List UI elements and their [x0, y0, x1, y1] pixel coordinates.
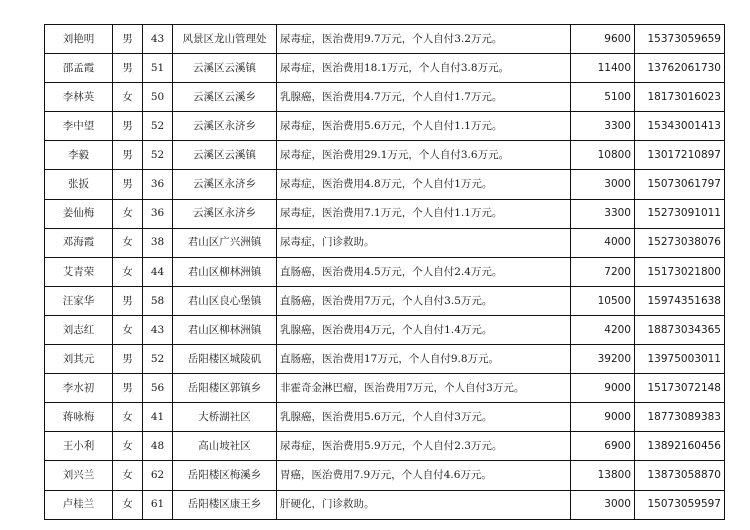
name-cell: 卢桂兰 — [45, 490, 113, 519]
table-row — [45, 83, 725, 112]
address-cell: 云溪区永济乡 — [173, 199, 277, 228]
table-row — [45, 228, 725, 257]
age-cell: 38 — [143, 228, 173, 257]
phone-cell: 18173016023 — [635, 83, 725, 112]
address-cell: 岳阳楼区郭镇乡 — [173, 374, 277, 403]
sex-cell: 男 — [113, 345, 143, 374]
name-cell: 张扳 — [45, 170, 113, 199]
phone-cell: 15273038076 — [635, 228, 725, 257]
address-cell: 高山坡社区 — [173, 432, 277, 461]
name-cell: 刘其元 — [45, 345, 113, 374]
phone-cell: 13762061730 — [635, 54, 725, 83]
address-cell: 岳阳楼区梅溪乡 — [173, 461, 277, 490]
address-cell: 岳阳楼区城陵矶 — [173, 345, 277, 374]
amount-cell: 6900 — [571, 432, 635, 461]
name-cell: 李中望 — [45, 112, 113, 141]
name-cell: 刘志红 — [45, 315, 113, 344]
sex-cell: 女 — [113, 315, 143, 344]
age-cell: 48 — [143, 432, 173, 461]
table-row — [45, 25, 725, 54]
name-cell: 李林英 — [45, 83, 113, 112]
table-row — [45, 374, 725, 403]
amount-cell: 11400 — [571, 54, 635, 83]
name-cell: 艾青荣 — [45, 257, 113, 286]
amount-cell: 3300 — [571, 199, 635, 228]
amount-cell: 4200 — [571, 315, 635, 344]
condition-description-cell: 尿毒症，医治费用5.9万元，个人自付2.3万元。 — [277, 432, 571, 461]
phone-cell: 15173072148 — [635, 374, 725, 403]
address-cell: 云溪区云溪镇 — [173, 54, 277, 83]
phone-cell: 15273091011 — [635, 199, 725, 228]
table-row — [45, 141, 725, 170]
table-row — [45, 54, 725, 83]
sex-cell: 女 — [113, 403, 143, 432]
age-cell: 56 — [143, 374, 173, 403]
phone-cell: 15974351638 — [635, 286, 725, 315]
age-cell: 51 — [143, 54, 173, 83]
table-row — [45, 199, 725, 228]
table-row — [45, 432, 725, 461]
sex-cell: 女 — [113, 199, 143, 228]
condition-description-cell: 尿毒症，医治费用4.8万元，个人自付1万元。 — [277, 170, 571, 199]
sex-cell: 男 — [113, 286, 143, 315]
amount-cell: 13800 — [571, 461, 635, 490]
sex-cell: 男 — [113, 112, 143, 141]
condition-description-cell: 尿毒症，医治费用29.1万元，个人自付3.6万元。 — [277, 141, 571, 170]
amount-cell: 9000 — [571, 403, 635, 432]
amount-cell: 9000 — [571, 374, 635, 403]
table-row — [45, 112, 725, 141]
sex-cell: 男 — [113, 170, 143, 199]
condition-description-cell: 尿毒症，医治费用7.1万元，个人自付1.1万元。 — [277, 199, 571, 228]
name-cell: 邵孟霞 — [45, 54, 113, 83]
age-cell: 50 — [143, 83, 173, 112]
phone-cell: 15073061797 — [635, 170, 725, 199]
age-cell: 52 — [143, 141, 173, 170]
name-cell: 李毅 — [45, 141, 113, 170]
table-row — [45, 170, 725, 199]
age-cell: 58 — [143, 286, 173, 315]
phone-cell: 15373059659 — [635, 25, 725, 54]
age-cell: 41 — [143, 403, 173, 432]
age-cell: 43 — [143, 25, 173, 54]
condition-description-cell: 肝硬化，门诊救助。 — [277, 490, 571, 519]
age-cell: 44 — [143, 257, 173, 286]
condition-description-cell: 尿毒症，门诊救助。 — [277, 228, 571, 257]
phone-cell: 13017210897 — [635, 141, 725, 170]
name-cell: 邓海霞 — [45, 228, 113, 257]
phone-cell: 15173021800 — [635, 257, 725, 286]
name-cell: 王小利 — [45, 432, 113, 461]
phone-cell: 13975003011 — [635, 345, 725, 374]
table-row — [45, 315, 725, 344]
address-cell: 风景区龙山管理处 — [173, 25, 277, 54]
phone-cell: 13892160456 — [635, 432, 725, 461]
address-cell: 大桥湖社区 — [173, 403, 277, 432]
table-row — [45, 461, 725, 490]
condition-description-cell: 非霍奇金淋巴瘤，医治费用7万元，个人自付3万元。 — [277, 374, 571, 403]
sex-cell: 男 — [113, 374, 143, 403]
table-row — [45, 286, 725, 315]
table-row — [45, 490, 725, 519]
sex-cell: 男 — [113, 141, 143, 170]
age-cell: 52 — [143, 112, 173, 141]
name-cell: 刘兴兰 — [45, 461, 113, 490]
condition-description-cell: 直肠癌，医治费用4.5万元，个人自付2.4万元。 — [277, 257, 571, 286]
age-cell: 62 — [143, 461, 173, 490]
sex-cell: 男 — [113, 54, 143, 83]
table-row — [45, 345, 725, 374]
age-cell: 61 — [143, 490, 173, 519]
table-row — [45, 257, 725, 286]
condition-description-cell: 尿毒症，医治费用5.6万元，个人自付1.1万元。 — [277, 112, 571, 141]
sex-cell: 女 — [113, 461, 143, 490]
amount-cell: 3000 — [571, 170, 635, 199]
phone-cell: 15343001413 — [635, 112, 725, 141]
sex-cell: 女 — [113, 228, 143, 257]
address-cell: 云溪区云溪镇 — [173, 141, 277, 170]
sex-cell: 男 — [113, 25, 143, 54]
phone-cell: 18773089383 — [635, 403, 725, 432]
phone-cell: 18873034365 — [635, 315, 725, 344]
name-cell: 刘艳明 — [45, 25, 113, 54]
address-cell: 岳阳楼区康王乡 — [173, 490, 277, 519]
sex-cell: 女 — [113, 432, 143, 461]
amount-cell: 10500 — [571, 286, 635, 315]
condition-description-cell: 直肠癌，医治费用7万元，个人自付3.5万元。 — [277, 286, 571, 315]
age-cell: 43 — [143, 315, 173, 344]
name-cell: 姜仙梅 — [45, 199, 113, 228]
amount-cell: 9600 — [571, 25, 635, 54]
condition-description-cell: 乳腺癌，医治费用5.6万元，个人自付3万元。 — [277, 403, 571, 432]
address-cell: 云溪区云溪乡 — [173, 83, 277, 112]
sex-cell: 女 — [113, 83, 143, 112]
condition-description-cell: 乳腺癌，医治费用4.7万元，个人自付1.7万元。 — [277, 83, 571, 112]
assistance-records-table — [44, 24, 725, 520]
phone-cell: 15073059597 — [635, 490, 725, 519]
address-cell: 君山区广兴洲镇 — [173, 228, 277, 257]
address-cell: 君山区柳林洲镇 — [173, 257, 277, 286]
age-cell: 36 — [143, 199, 173, 228]
address-cell: 君山区良心堡镇 — [173, 286, 277, 315]
amount-cell: 3300 — [571, 112, 635, 141]
name-cell: 汪家华 — [45, 286, 113, 315]
amount-cell: 10800 — [571, 141, 635, 170]
amount-cell: 4000 — [571, 228, 635, 257]
condition-description-cell: 尿毒症，医治费用18.1万元，个人自付3.8万元。 — [277, 54, 571, 83]
amount-cell: 39200 — [571, 345, 635, 374]
amount-cell: 3000 — [571, 490, 635, 519]
table-body — [45, 25, 725, 520]
condition-description-cell: 乳腺癌，医治费用4万元，个人自付1.4万元。 — [277, 315, 571, 344]
condition-description-cell: 尿毒症，医治费用9.7万元，个人自付3.2万元。 — [277, 25, 571, 54]
condition-description-cell: 直肠癌，医治费用17万元，个人自付9.8万元。 — [277, 345, 571, 374]
condition-description-cell: 胃癌，医治费用7.9万元，个人自付4.6万元。 — [277, 461, 571, 490]
sex-cell: 女 — [113, 257, 143, 286]
sex-cell: 女 — [113, 490, 143, 519]
amount-cell: 7200 — [571, 257, 635, 286]
phone-cell: 13873058870 — [635, 461, 725, 490]
name-cell: 李水初 — [45, 374, 113, 403]
amount-cell: 5100 — [571, 83, 635, 112]
address-cell: 云溪区永济乡 — [173, 170, 277, 199]
age-cell: 52 — [143, 345, 173, 374]
address-cell: 君山区柳林洲镇 — [173, 315, 277, 344]
table-row — [45, 403, 725, 432]
name-cell: 蒋咏梅 — [45, 403, 113, 432]
age-cell: 36 — [143, 170, 173, 199]
address-cell: 云溪区永济乡 — [173, 112, 277, 141]
